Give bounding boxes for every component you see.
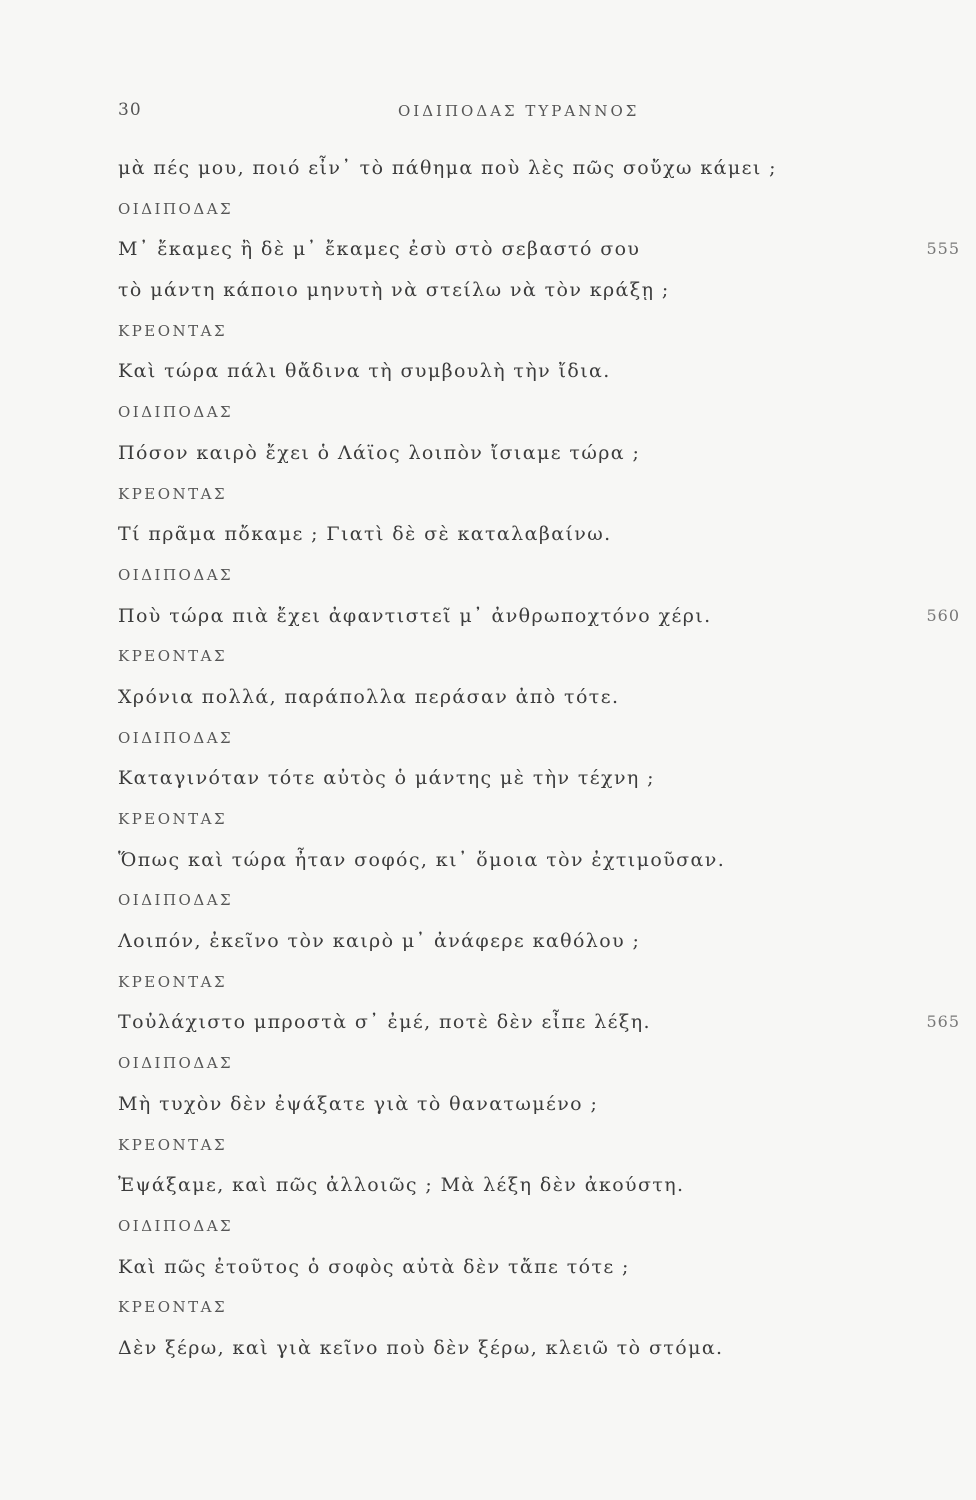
- verse-text: Μ᾽ ἔκαμες ἢ δὲ μ᾽ ἔκαμες ἐσὺ στὸ σεβαστό σου: [118, 238, 641, 261]
- verse-line: [118, 1165, 918, 1206]
- verse-line: [118, 270, 918, 311]
- verse-text: Μὴ τυχὸν δὲν ἐψάξατε γιὰ τὸ θανατωμένο ;: [118, 1092, 599, 1115]
- verse-text: Καὶ πῶς ἐτοῦτος ὁ σοφὸς αὐτὰ δὲν τἄπε τότε ;: [118, 1255, 630, 1278]
- speaker-line: [118, 555, 918, 596]
- speaker-name: ΚΡΕΟΝΤΑΣ: [118, 1135, 228, 1154]
- speaker-line: [118, 474, 918, 515]
- verse-text: Πόσον καιρὸ ἔχει ὁ Λάϊος λοιπὸν ἴσιαμε τώρα ;: [118, 441, 641, 464]
- verse-line: [118, 229, 960, 270]
- verse-text: Καταγινόταν τότε αὐτὸς ὁ μάντης μὲ τὴν τέχνη ;: [118, 767, 655, 790]
- speaker-line: [118, 1206, 918, 1247]
- verse-line: [118, 1328, 918, 1369]
- verse-text: τὸ μάντη κάποιο μηνυτὴ νὰ στείλω νὰ τὸν κράξῃ ;: [118, 279, 670, 302]
- speaker-line: [118, 880, 918, 921]
- speaker-name: ΟΙΔΙΠΟΔΑΣ: [118, 403, 234, 422]
- verse-line: [118, 351, 918, 392]
- speaker-name: ΟΙΔΙΠΟΔΑΣ: [118, 199, 234, 218]
- verse-text: Τοὐλάχιστο μπροστὰ σ᾽ ἐμέ, ποτὲ δὲν εἶπε λέξη.: [118, 1011, 651, 1034]
- speaker-line: [118, 189, 918, 230]
- speaker-line: [118, 311, 918, 352]
- speaker-name: ΚΡΕΟΝΤΑΣ: [118, 972, 228, 991]
- speaker-name: ΟΙΔΙΠΟΔΑΣ: [118, 1054, 234, 1073]
- speaker-name: ΟΙΔΙΠΟΔΑΣ: [118, 1216, 234, 1235]
- speaker-name: ΚΡΕΟΝΤΑΣ: [118, 484, 228, 503]
- speaker-name: ΚΡΕΟΝΤΑΣ: [118, 321, 228, 340]
- speaker-line: [118, 1125, 918, 1166]
- verse-line: [118, 677, 918, 718]
- verse-line: [118, 514, 918, 555]
- speaker-name: ΟΙΔΙΠΟΔΑΣ: [118, 565, 234, 584]
- line-number: 560: [926, 605, 960, 625]
- speaker-line: [118, 392, 918, 433]
- verse-text: μὰ πές μου, ποιό εἶν᾽ τὸ πάθημα ποὺ λὲς πῶς σοὔχω κάμει ;: [118, 157, 777, 179]
- line-number: 555: [926, 239, 960, 259]
- speaker-name: ΚΡΕΟΝΤΑΣ: [118, 810, 228, 828]
- speaker-name: ΚΡΕΟΝΤΑΣ: [118, 647, 228, 666]
- verse-line: [118, 433, 918, 474]
- verse-line: [118, 758, 918, 799]
- running-head: [118, 100, 838, 130]
- verse-text: Χρόνια πολλά, παράπολλα περάσαν ἀπὸ τότε.: [118, 685, 620, 708]
- play-text: [118, 148, 960, 1369]
- speaker-name: ΟΙΔΙΠΟΔΑΣ: [118, 728, 234, 747]
- verse-text: Δὲν ξέρω, καὶ γιὰ κεῖνο ποὺ δὲν ξέρω, κλειῶ τὸ στόμα.: [118, 1336, 724, 1359]
- speaker-line: [118, 962, 918, 1003]
- verse-line: [118, 596, 960, 637]
- verse-line: [118, 840, 918, 881]
- verse-text: Λοιπόν, ἐκεῖνο τὸν καιρὸ μ᾽ ἀνάφερε καθόλου ;: [118, 930, 641, 953]
- verse-text: Ὅπως καὶ τώρα ἦταν σοφός, κι᾽ ὅμοια τὸν ἐχτιμοῦσαν.: [118, 848, 726, 871]
- line-number: 565: [926, 1012, 960, 1032]
- speaker-line: [118, 718, 918, 759]
- speaker-line: [118, 1043, 918, 1084]
- speaker-line: [118, 636, 918, 677]
- speaker-line: [118, 1287, 918, 1328]
- verse-line: [118, 921, 918, 962]
- verse-text: Ποὺ τώρα πιὰ ἔχει ἀφαντιστεῖ μ᾽ ἀνθρωποχτόνο χέρι.: [118, 604, 712, 627]
- page-number: 30: [118, 100, 142, 120]
- verse-line: [118, 148, 918, 189]
- speaker-name: ΟΙΔΙΠΟΔΑΣ: [118, 891, 234, 910]
- running-title: ΟΙΔΙΠΟΔΑΣ ΤΥΡΑΝΝΟΣ: [398, 102, 640, 120]
- verse-line: [118, 1247, 918, 1288]
- verse-text: Τί πρᾶμα πὄκαμε ; Γιατὶ δὲ σὲ καταλαβαίνω.: [118, 523, 612, 546]
- speaker-line: [118, 799, 918, 840]
- speaker-name: ΚΡΕΟΝΤΑΣ: [118, 1298, 228, 1317]
- verse-text: Καὶ τώρα πάλι θἄδινα τὴ συμβουλὴ τὴν ἴδια.: [118, 360, 611, 383]
- verse-text: Ἐψάξαμε, καὶ πῶς ἀλλοιῶς ; Μὰ λέξη δὲν ἀκούστη.: [118, 1174, 685, 1197]
- verse-line: [118, 1084, 918, 1125]
- verse-line: [118, 1002, 960, 1043]
